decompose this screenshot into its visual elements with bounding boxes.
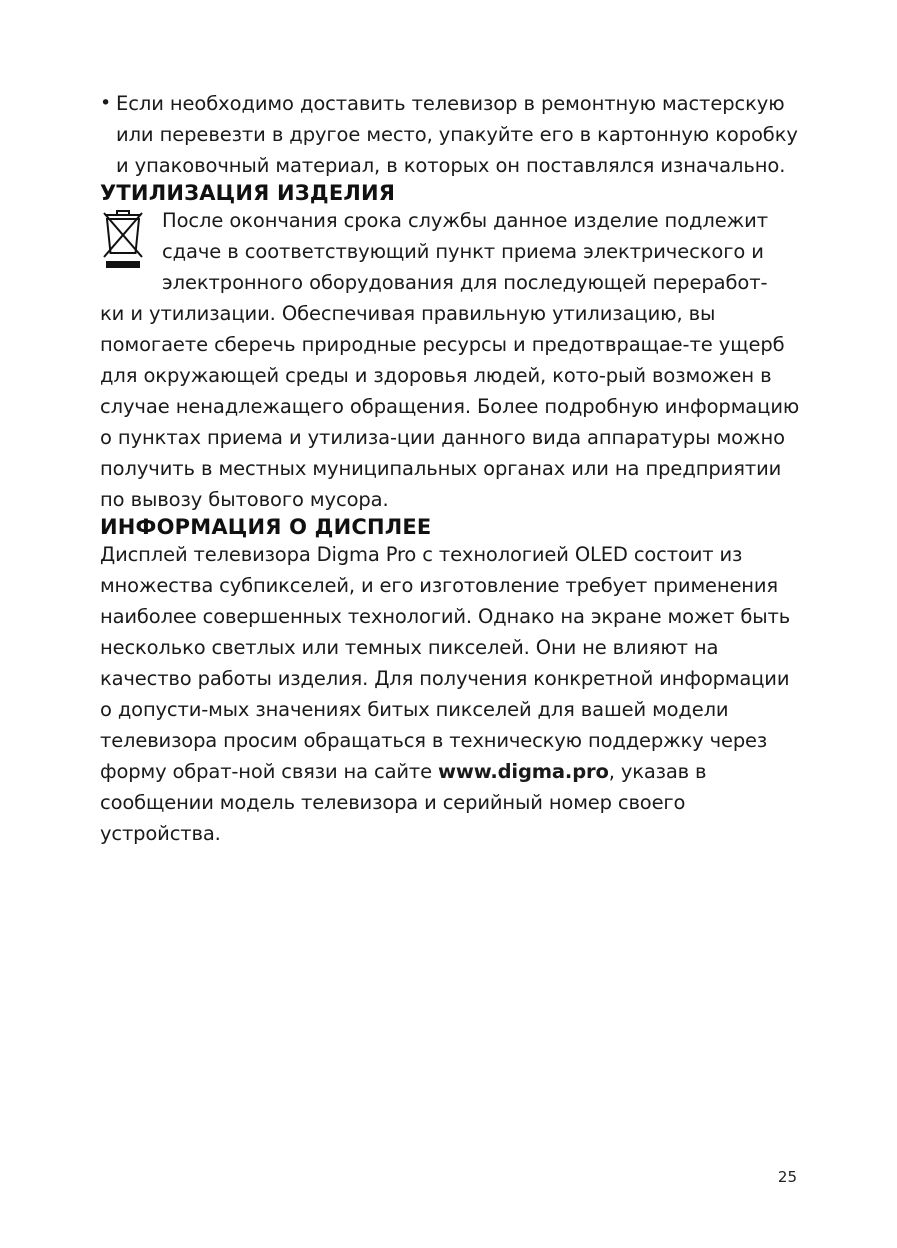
bullet-list-item (100, 88, 800, 181)
display-section-heading: ИНФОРМАЦИЯ О ДИСПЛЕЕ (100, 515, 432, 539)
disposal-section-body (100, 205, 800, 515)
crossed-out-wheelie-bin-icon (100, 209, 146, 271)
bullet-marker: • (100, 92, 112, 114)
disposal-body-text: ки и утилизации. Обеспечивая правильную утилизацию, вы помогаете сберечь природные ресурсы и предотвращае-те ущерб для окружающей среды и здоровья людей, кото-рый возможен в случае ненадлежащего обращения. Более подробную информацию о пунктах приема и утилиза-ции данного вида аппаратуры можно получить в местных муниципальных органах или на предприятии по вывозу бытового мусора. (100, 302, 800, 511)
display-text-after-link: , указав в сообщении модель телевизора и серийный номер своего устройства. (100, 760, 707, 845)
disposal-section-heading: УТИЛИЗАЦИЯ ИЗДЕЛИЯ (100, 181, 396, 205)
display-text-before-link: Дисплей телевизора Digma Pro с технологией OLED состоит из множества субпикселей, и его изготовление требует применения наиболее совершенных технологий. Однако на экране может быть несколько светлых или темных пикселей. Они не влияют на качество работы изделия. Для получения конкретной информации о допусти-мых значениях битых пикселей для вашей модели телевизора просим обращаться в техническую поддержку через форму обрат-ной связи на сайте (100, 543, 791, 783)
display-section-paragraph (100, 539, 800, 849)
page-content (100, 88, 800, 849)
disposal-indented-text: После окончания срока службы данное изделие подлежит сдаче в соответствующий пункт приема электрического и электронного оборудования для последующей переработ- (162, 209, 768, 294)
website-link: www.digma.pro (438, 760, 609, 783)
disposal-paragraph (100, 205, 800, 515)
page-number: 25 (777, 1168, 797, 1186)
bullet-item-text: Если необходимо доставить телевизор в ремонтную мастерскую или перевезти в другое место, упакуйте его в картонную коробку и упаковочный материал, в которых он поставлялся изначально. (116, 92, 798, 177)
